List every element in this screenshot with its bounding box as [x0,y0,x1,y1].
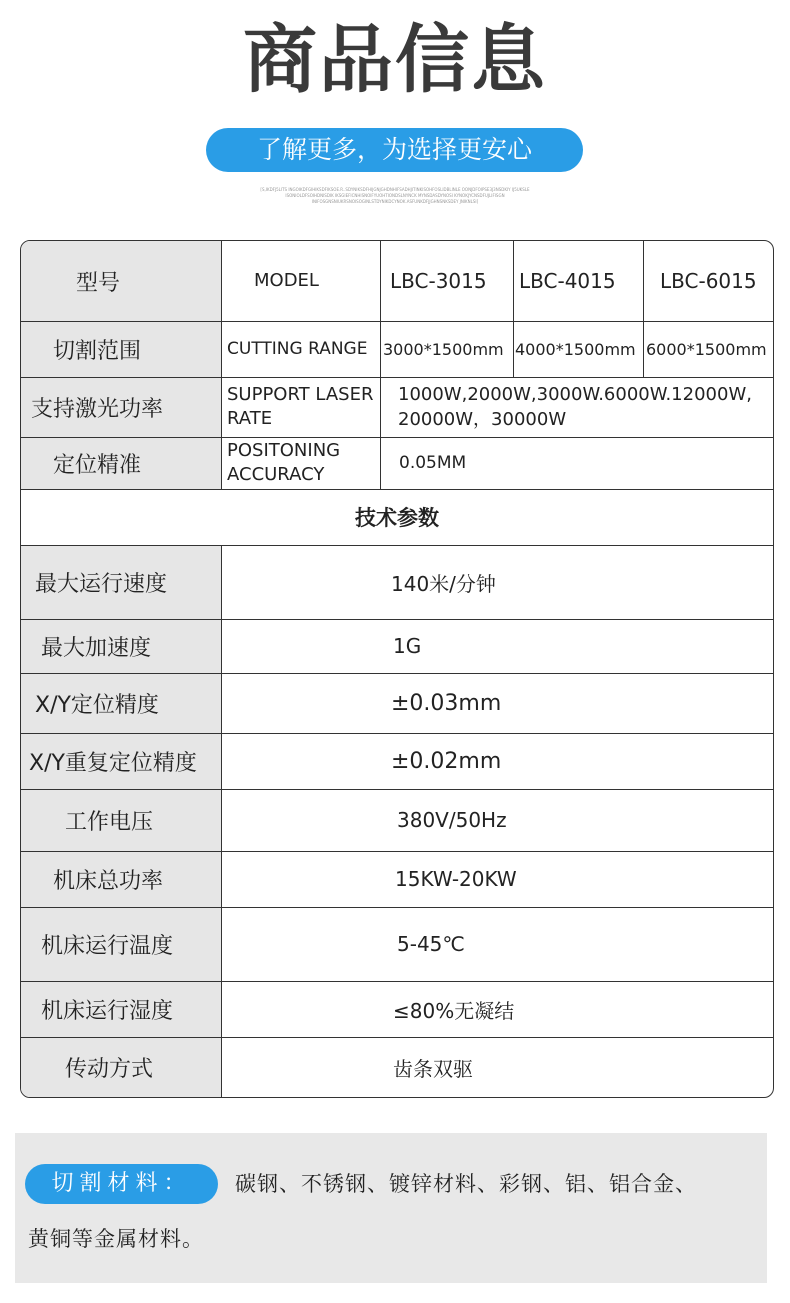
laser-power-label-zh: 支持激光功率 [31,396,164,422]
laser-power-label-en [221,377,380,437]
row-divider [21,907,773,908]
laser-power-value-line2: 20000W，30000W [398,409,567,430]
section-title-tech-params: 技术参数 [355,506,439,530]
param-value-drive: 齿条双驱 [393,1056,473,1081]
param-value-max-accel: 1G [393,634,422,658]
param-label-xy-accuracy: X/Y定位精度 [35,692,159,718]
param-value-xy-repeat: ±0.02mm [391,748,502,774]
param-label-temperature: 机床运行温度 [41,933,174,959]
cutting-materials-panel [15,1133,767,1283]
param-value-max-speed: 140米/分钟 [391,571,496,596]
row-divider [21,733,773,734]
laser-power-value [380,377,773,437]
cutting-range-label-en: CUTTING RANGE [227,339,368,359]
row-divider [21,789,773,790]
row-divider [21,851,773,852]
model-3015: LBC-3015 [390,269,487,293]
tiny-decorative-text: [S,IKDFJ5LITS INGOIKDFGIHIKSDFIKSOE.R..SDYNIKSDFHIJGNJGHDNHIFSADHJITINKISOHFOSLIDBLINLE OONJDFOIPSE3J3NSDKIY IJ5UKSLE ISONIOLDFSOIHDNISDIK IKSGIEFICNHISNOIFYUOHTIONDSLNYNCK MYNSDASDYNOSI KYNOKJYCNSDFUJLIFISGN INIFOSGNSNIUKRSNOISOGINLSTDYNIKDCYNOK.ASFUNKDFJJGHNSNKSDEY JNIKNLSI] [260,187,530,204]
cutting-range-4015: 4000*1500mm [515,339,636,359]
param-label-voltage: 工作电压 [65,809,154,835]
param-label-max-accel: 最大加速度 [41,635,152,661]
cutting-materials-line1: 碳钢、不锈钢、镀锌材料、彩钢、铝、铝合金、 [235,1172,697,1196]
model-6015: LBC-6015 [660,269,757,293]
positioning-label-en [221,437,380,489]
param-label-xy-repeat: X/Y重复定位精度 [29,750,197,776]
laser-power-value-line1: 1000W,2000W,3000W.6000W.12000W, [398,384,752,405]
positioning-label-en-line2: ACCURACY [227,464,325,485]
row-divider [21,545,773,546]
row-divider [21,1037,773,1038]
laser-power-label-en-line2: RATE [227,408,273,429]
cutting-range-label-zh: 切割范围 [53,338,142,364]
subtitle-banner: 了解更多，为选择更安心 [206,128,583,172]
param-label-max-speed: 最大运行速度 [35,571,168,597]
param-value-humidity: ≤80%无凝结 [393,998,515,1023]
row-divider [21,673,773,674]
model-4015: LBC-4015 [519,269,616,293]
cutting-range-3015: 3000*1500mm [383,339,504,359]
cutting-materials-line2: 黄铜等金属材料。 [28,1227,204,1251]
row-divider [21,321,773,322]
page-title: 商品信息 [243,17,547,103]
row-divider [21,489,773,490]
spec-table [20,240,774,1098]
row-divider [21,619,773,620]
positioning-value: 0.05MM [399,453,467,473]
cutting-range-6015: 6000*1500mm [646,339,767,359]
row-divider [21,437,773,438]
column-divider [643,241,644,377]
cutting-materials-tag: 切割材料： [25,1164,218,1204]
laser-power-label-en-line1: SUPPORT LASER [227,384,374,405]
model-label-en: MODEL [254,270,319,291]
param-value-total-power: 15KW-20KW [395,867,517,891]
param-label-drive: 传动方式 [65,1056,154,1082]
param-value-temperature: 5-45℃ [397,932,465,956]
param-value-voltage: 380V/50Hz [397,808,507,832]
column-divider [221,545,222,1097]
param-label-total-power: 机床总功率 [53,868,164,894]
row-divider [21,981,773,982]
column-divider [221,241,222,489]
param-value-xy-accuracy: ±0.03mm [391,690,502,716]
param-label-humidity: 机床运行湿度 [41,998,174,1024]
column-divider [513,241,514,377]
column-divider [380,241,381,489]
positioning-label-en-line1: POSITONING [227,440,341,461]
model-label-zh: 型号 [76,270,121,296]
row-divider [21,377,773,378]
positioning-label-zh: 定位精准 [53,452,142,478]
